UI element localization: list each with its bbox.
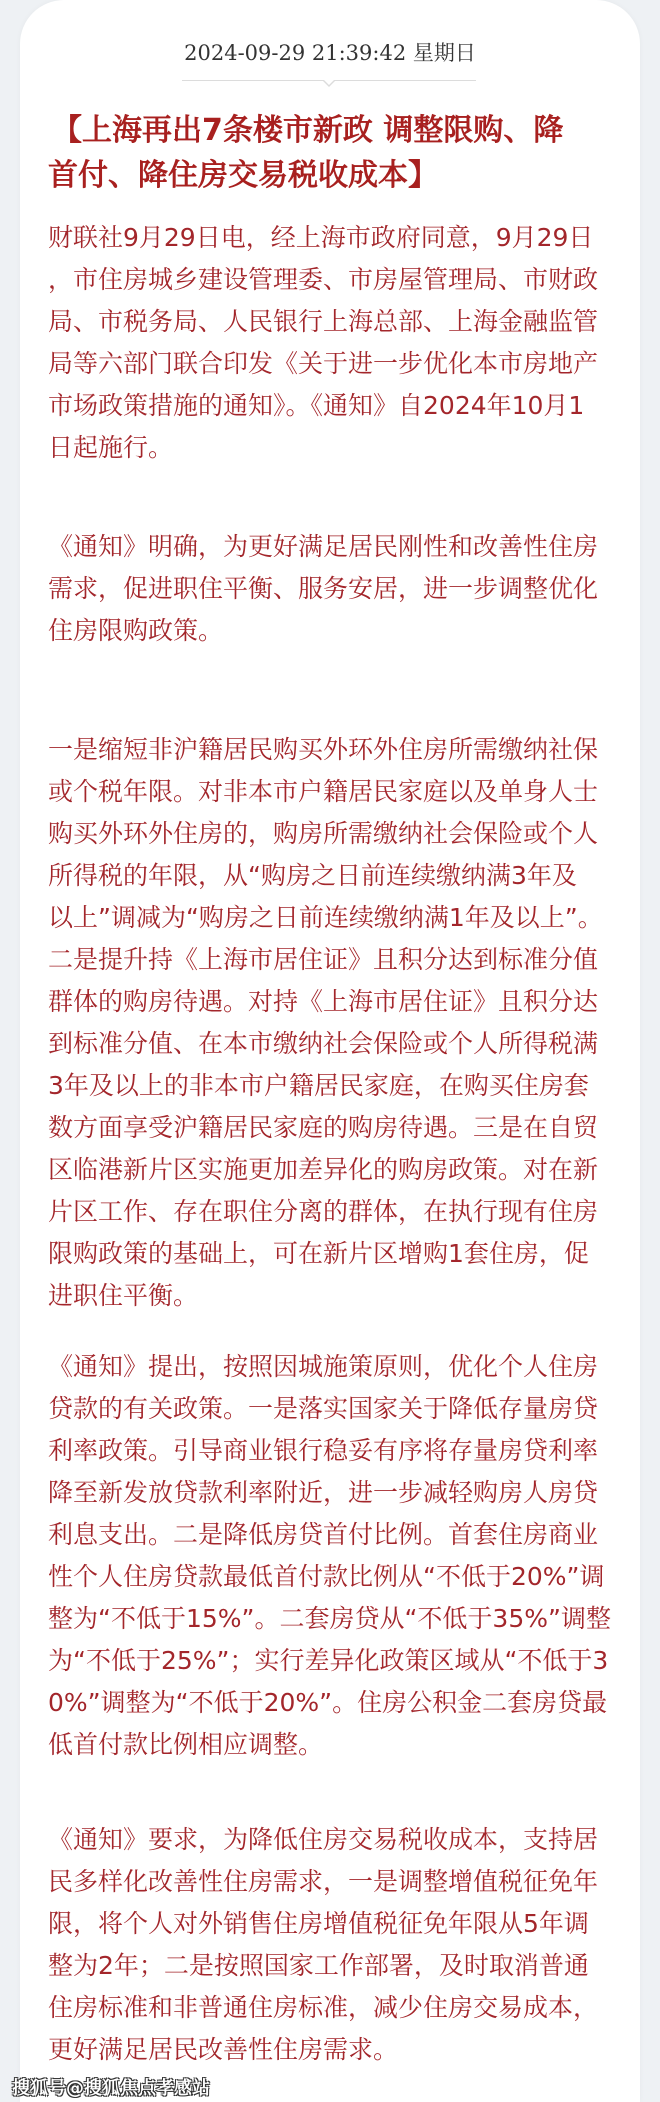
paragraph-line: 限购政策的基础上，可在新片区增购1套住房，促 (48, 1239, 589, 1268)
paragraph-line: 局等六部门联合印发《关于进一步优化本市房地产 (48, 349, 599, 378)
paragraph-1 (48, 217, 608, 469)
paragraph-line: 进职住平衡。 (48, 1281, 199, 1310)
paragraph-line: 贷款的有关政策。一是落实国家关于降低存量房贷 (48, 1394, 599, 1423)
paragraph-line: 片区工作、存在职住分离的群体，在执行现有住房 (48, 1197, 599, 1226)
paragraph-3 (48, 729, 608, 1317)
paragraph-line: 整为“不低于15%”。二套房贷从“不低于35%”调整 (48, 1604, 611, 1633)
paragraph-line: 性个人住房贷款最低首付款比例从“不低于20%”调 (48, 1562, 605, 1591)
paragraph-line: 《通知》提出，按照因城施策原则，优化个人住房 (48, 1352, 599, 1381)
article-title-line-1: 【上海再出7条楼市新政 调整限购、降 (52, 113, 564, 148)
paragraph-line: 住房限购政策。 (48, 616, 224, 645)
paragraph-line: 低首付款比例相应调整。 (48, 1730, 324, 1759)
paragraph-line: 更好满足居民改善性住房需求。 (48, 2035, 399, 2064)
paragraph-line: 财联社9月29日电，经上海市政府同意，9月29日 (48, 223, 594, 252)
article-title-line-2: 首付、降住房交易税收成本】 (48, 158, 438, 193)
paragraph-line: 市场政策措施的通知》。《通知》自2024年10月1 (48, 391, 585, 420)
paragraph-line: 《通知》要求，为降低住房交易税收成本，支持居 (48, 1825, 599, 1854)
paragraph-line: 0%”调整为“不低于20%”。住房公积金二套房贷最 (48, 1688, 608, 1717)
paragraph-line: 利息支出。二是降低房贷首付比例。首套住房商业 (48, 1520, 599, 1549)
paragraph-line: 二是提升持《上海市居住证》且积分达到标准分值 (48, 945, 599, 974)
paragraph-5 (48, 1819, 608, 2071)
paragraph-line: 局、市税务局、人民银行上海总部、上海金融监管 (48, 307, 599, 336)
paragraph-line: 日起施行。 (48, 433, 174, 462)
publish-datetime: 2024-09-29 21:39:42 星期日 (184, 41, 476, 65)
paragraph-line: 到标准分值、在本市缴纳社会保险或个人所得税满 (48, 1029, 599, 1058)
paragraph-line: 需求，促进职住平衡、服务安居，进一步调整优化 (48, 574, 599, 603)
paragraph-line: 整为2年；二是按照国家工作部署，及时取消普通 (48, 1951, 589, 1980)
paragraph-line: 民多样化改善性住房需求，一是调整增值税征免年 (48, 1867, 599, 1896)
paragraph-line: 3年及以上的非本市户籍居民家庭，在购买住房套 (48, 1071, 589, 1100)
paragraph-line: 数方面享受沪籍居民家庭的购房待遇。三是在自贸 (48, 1113, 599, 1142)
paragraph-line: 购买外环外住房的，购房所需缴纳社会保险或个人 (48, 819, 599, 848)
paragraph-line: 区临港新片区实施更加差异化的购房政策。对在新 (48, 1155, 599, 1184)
paragraph-line: 所得税的年限，从“购房之日前连续缴纳满3年及 (48, 861, 577, 890)
paragraph-line: 一是缩短非沪籍居民购买外环外住房所需缴纳社保 (48, 735, 599, 764)
paragraph-2 (48, 526, 608, 652)
paragraph-line: 《通知》明确，为更好满足居民刚性和改善性住房 (48, 532, 599, 561)
paragraph-line: 以上”调减为“购房之日前连续缴纳满1年及以上”。 (48, 903, 603, 932)
paragraph-line: 住房标准和非普通住房标准，减少住房交易成本， (48, 1993, 599, 2022)
paragraph-line: 限，将个人对外销售住房增值税征免年限从5年调 (48, 1909, 589, 1938)
paragraph-4 (48, 1346, 611, 1766)
paragraph-line: 降至新发放贷款利率附近，进一步减轻购房人房贷 (48, 1478, 599, 1507)
paragraph-line: 利率政策。引导商业银行稳妥有序将存量房贷利率 (48, 1436, 599, 1465)
paragraph-line: 为“不低于25%”；实行差异化政策区域从“不低于3 (48, 1646, 609, 1675)
divider-notch (322, 80, 336, 87)
paragraph-line: 或个税年限。对非本市户籍居民家庭以及单身人士 (48, 777, 599, 806)
paragraph-line: 群体的购房待遇。对持《上海市居住证》且积分达 (48, 987, 599, 1016)
source-watermark: 搜狐号@搜狐焦点孝感站 (12, 2078, 210, 2099)
paragraph-line: ，市住房城乡建设管理委、市房屋管理局、市财政 (48, 265, 599, 294)
